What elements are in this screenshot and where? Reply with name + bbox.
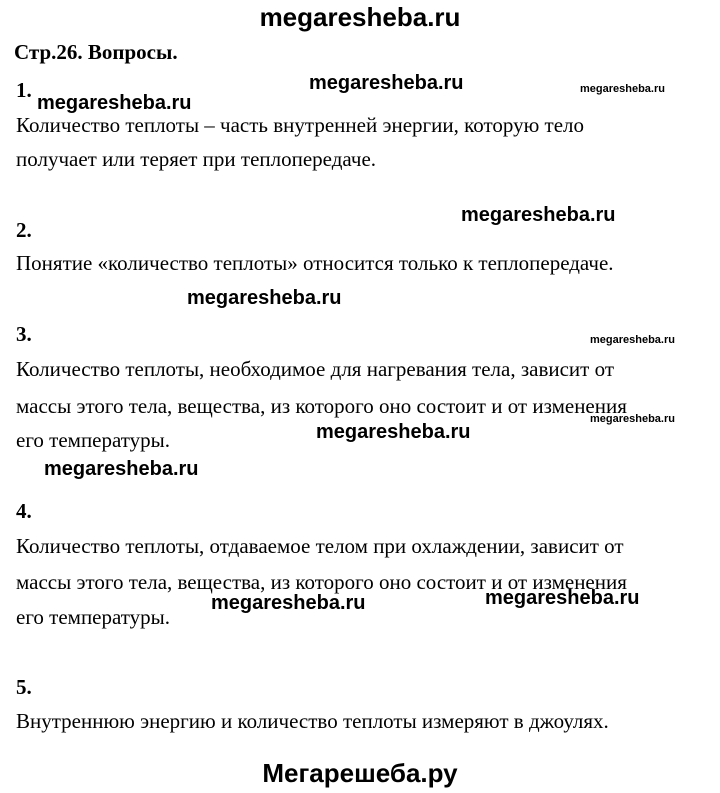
watermark: megaresheba.ru [590,413,675,425]
watermark: megaresheba.ru [211,592,366,614]
watermark: megaresheba.ru [580,83,665,95]
site-logo-header: megaresheba.ru [259,2,461,32]
page-title: Стр.26. Вопросы. [14,40,178,64]
answer-line: Понятие «количество теплоты» относится только к теплопередаче. [16,251,614,275]
watermark: megaresheba.ru [590,334,675,346]
site-logo-footer: Мегарешеба.ру [262,758,458,788]
watermark: megaresheba.ru [485,587,640,609]
answer-line: его температуры. [16,605,171,629]
answer-line: Количество теплоты, необходимое для нагревания тела, зависит от [16,357,614,381]
question-number: 1. [16,78,32,102]
answer-line: массы этого тела, вещества, из которого оно состоит и от изменения [16,570,627,594]
watermark: megaresheba.ru [37,92,192,114]
watermark: megaresheba.ru [316,421,471,443]
watermark: megaresheba.ru [309,72,464,94]
answer-line: Внутреннюю энергию и количество теплоты измеряют в джоулях. [16,709,609,733]
answer-line: массы этого тела, вещества, из которого оно состоит и от изменения [16,394,627,418]
question-number: 3. [16,322,32,346]
answer-line: Количество теплоты, отдаваемое телом при охлаждении, зависит от [16,534,624,558]
watermark: megaresheba.ru [187,287,342,309]
answer-line: его температуры. [16,428,171,452]
question-number: 2. [16,218,32,242]
answer-line: получает или теряет при теплопередаче. [16,147,377,171]
question-number: 5. [16,675,32,699]
question-number: 4. [16,499,32,523]
answer-line: Количество теплоты – часть внутренней энергии, которую тело [16,113,585,137]
watermark: megaresheba.ru [461,204,616,226]
watermark: megaresheba.ru [44,458,199,480]
